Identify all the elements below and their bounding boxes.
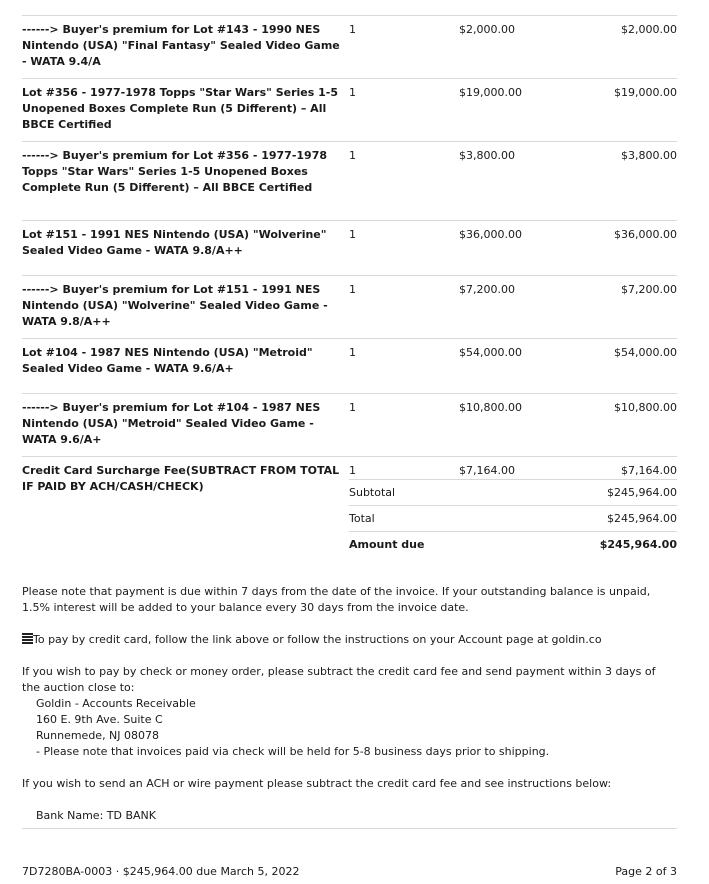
total-label: Total — [349, 512, 375, 525]
total-value: $245,964.00 — [607, 512, 677, 525]
item-description: ------> Buyer's premium for Lot #104 - 1987 NES Nintendo (USA) "Metroid" Sealed Video Game - WATA 9.6/A+ — [22, 401, 321, 446]
item-quantity: 1 — [349, 401, 356, 414]
subtotal-value: $245,964.00 — [607, 486, 677, 499]
mailing-address — [22, 696, 677, 760]
amount-due-label: Amount due — [349, 538, 425, 551]
table-row — [22, 221, 677, 276]
amount-due-row — [349, 531, 677, 557]
bank-name: Bank Name: TD BANK — [22, 808, 677, 829]
subtotal-row — [349, 479, 677, 505]
totals-section — [349, 479, 677, 557]
address-street: 160 E. 9th Ave. Suite C — [36, 713, 163, 726]
item-quantity: 1 — [349, 346, 356, 359]
item-unit-price: $10,800.00 — [459, 401, 522, 414]
table-row — [22, 276, 677, 339]
total-row — [349, 505, 677, 531]
item-quantity: 1 — [349, 283, 356, 296]
check-intro: If you wish to pay by check or money order, please subtract the credit card fee and send payment within 3 days of the auction close to: — [22, 665, 656, 694]
page-number: Page 2 of 3 — [615, 865, 677, 878]
address-name: Goldin - Accounts Receivable — [36, 697, 196, 710]
item-quantity: 1 — [349, 464, 356, 477]
item-amount: $3,800.00 — [621, 149, 677, 162]
item-quantity: 1 — [349, 149, 356, 162]
item-unit-price: $54,000.00 — [459, 346, 522, 359]
line-items-table — [22, 15, 677, 512]
item-quantity: 1 — [349, 86, 356, 99]
item-unit-price: $36,000.00 — [459, 228, 522, 241]
invoice-page — [22, 0, 677, 884]
table-row — [22, 79, 677, 142]
item-unit-price: $3,800.00 — [459, 149, 515, 162]
address-city: Runnemede, NJ 08078 — [36, 729, 160, 742]
item-quantity: 1 — [349, 228, 356, 241]
payment-notes — [22, 584, 677, 829]
table-row — [22, 142, 677, 221]
item-amount: $7,164.00 — [621, 464, 677, 477]
item-unit-price: $7,164.00 — [459, 464, 515, 477]
table-row — [22, 394, 677, 457]
amount-due-value: $245,964.00 — [599, 538, 677, 551]
address-note: - Please note that invoices paid via check will be held for 5-8 business days prior to shipping. — [36, 745, 550, 758]
item-description: Lot #356 - 1977-1978 Topps "Star Wars" Series 1-5 Unopened Boxes Complete Run (5 Different) – All BBCE Certified — [22, 86, 338, 131]
table-row — [22, 16, 677, 79]
item-amount: $19,000.00 — [614, 86, 677, 99]
credit-card-note — [22, 632, 677, 648]
item-description: Lot #104 - 1987 NES Nintendo (USA) "Metroid" Sealed Video Game - WATA 9.6/A+ — [22, 346, 313, 375]
item-description: ------> Buyer's premium for Lot #151 - 1991 NES Nintendo (USA) "Wolverine" Sealed Video Game - WATA 9.8/A++ — [22, 283, 328, 328]
item-amount: $2,000.00 — [621, 23, 677, 36]
item-amount: $54,000.00 — [614, 346, 677, 359]
credit-card-icon — [22, 633, 33, 644]
item-description: ------> Buyer's premium for Lot #143 - 1990 NES Nintendo (USA) "Final Fantasy" Sealed Video Game - WATA 9.4/A — [22, 23, 340, 68]
item-unit-price: $2,000.00 — [459, 23, 515, 36]
item-amount: $10,800.00 — [614, 401, 677, 414]
ach-intro: If you wish to send an ACH or wire payment please subtract the credit card fee and see instructions below: — [22, 777, 612, 790]
table-row — [22, 339, 677, 394]
subtotal-label: Subtotal — [349, 486, 396, 499]
item-amount: $36,000.00 — [614, 228, 677, 241]
payment-terms: Please note that payment is due within 7 days from the date of the invoice. If your outstanding balance is unpaid, 1.5% interest will be added to your balance every 30 days from the invoice date. — [22, 585, 651, 614]
credit-card-text: To pay by credit card, follow the link above or follow the instructions on your Account page at goldin.co — [33, 633, 602, 646]
item-unit-price: $19,000.00 — [459, 86, 522, 99]
item-unit-price: $7,200.00 — [459, 283, 515, 296]
item-quantity: 1 — [349, 23, 356, 36]
item-amount: $7,200.00 — [621, 283, 677, 296]
item-description: Lot #151 - 1991 NES Nintendo (USA) "Wolverine" Sealed Video Game - WATA 9.8/A++ — [22, 228, 327, 257]
item-description: ------> Buyer's premium for Lot #356 - 1977-1978 Topps "Star Wars" Series 1-5 Unopened Boxes Complete Run (5 Different) – All BBCE Certified — [22, 149, 328, 194]
item-description: Credit Card Surcharge Fee(SUBTRACT FROM TOTAL IF PAID BY ACH/CASH/CHECK) — [22, 464, 340, 493]
invoice-summary: 7D7280BA-0003 · $245,964.00 due March 5, 2022 — [22, 865, 300, 878]
